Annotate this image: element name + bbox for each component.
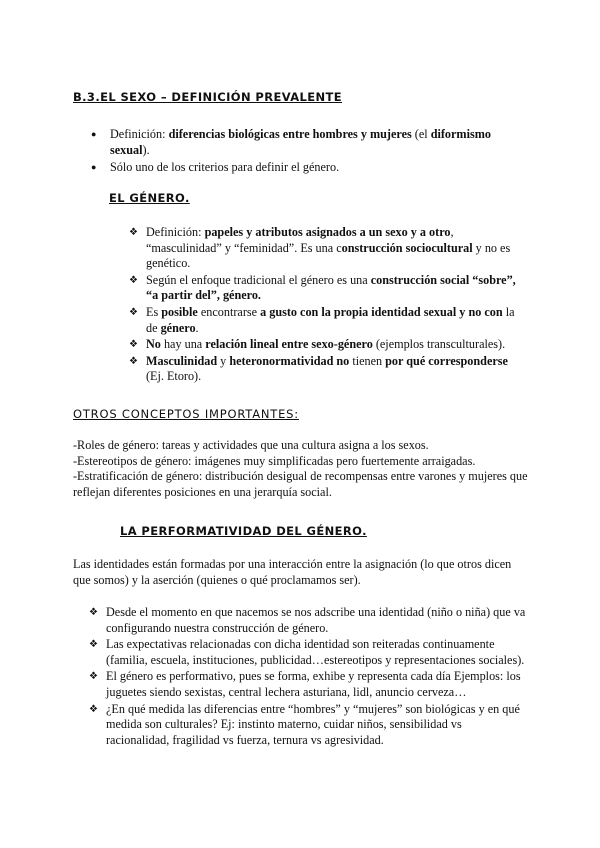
- list-item: ❖ Desde el momento en que nacemos se nos adscribe una identidad (niño o niña) que va configurando nuestra construcción de género.: [89, 605, 526, 635]
- genero-list: [129, 225, 520, 386]
- list-item: ❖ Las expectativas relacionadas con dicha identidad son reiteradas continuamente (familia, escuela, instituciones, publicidad…estereotipos y representaciones sociales).: [89, 637, 525, 667]
- otros-concepts-block: [73, 438, 528, 500]
- diamond-bullet-icon: ❖: [89, 671, 98, 683]
- section-heading-genero: EL GÉNERO.: [109, 191, 190, 205]
- performatividad-intro: Las identidades están formadas por una interacción entre la asignación (lo que otros dicen que somos) y la aserción (quienes o qué proclamamos ser).: [73, 557, 512, 587]
- list-item: ❖ Según el enfoque tradicional el género es una construcción social “sobre”, “a partir del”, género.: [129, 272, 516, 303]
- b3-bullet-list: [0, 127, 518, 178]
- list-item: ● Definición: diferencias biológicas entre hombres y mujeres (el diformismo sexual).: [91, 127, 491, 157]
- diamond-bullet-icon: ❖: [129, 274, 138, 286]
- list-item: ❖ Definición: papeles y atributos asignados a un sexo y a otro, “masculinidad” y “feminidad”. Es una construcción sociocultural y no es genético.: [129, 225, 511, 271]
- concept-line: -Estratificación de género: distribución desigual de recompensas entre varones y mujeres que reflejan diferentes posiciones en una jerarquía social.: [73, 469, 528, 499]
- bullet-dot-icon: ●: [91, 129, 97, 139]
- diamond-bullet-icon: ❖: [129, 306, 138, 318]
- performatividad-list: [89, 605, 526, 749]
- concept-line: -Estereotipos de género: imágenes muy simplificadas pero fuertemente arraigadas.: [73, 453, 476, 468]
- bullet-dot-icon: ●: [91, 162, 97, 173]
- diamond-bullet-icon: ❖: [89, 607, 98, 618]
- list-item: ❖ Masculinidad y heteronormatividad no tienen por qué corresponderse (Ej. Etoro).: [129, 353, 508, 384]
- section-heading-b3: B.3.EL SEXO – DEFINICIÓN PREVALENTE: [73, 90, 343, 104]
- list-item: ❖ Es posible encontrarse a gusto con la propia identidad sexual y no con la de género.: [129, 304, 515, 335]
- diamond-bullet-icon: ❖: [89, 639, 98, 651]
- section-heading-otros: OTROS CONCEPTOS IMPORTANTES:: [73, 407, 299, 421]
- diamond-bullet-icon: ❖: [89, 703, 98, 715]
- list-item: ● Sólo uno de los criterios para definir el género.: [91, 160, 340, 175]
- section-heading-performatividad: LA PERFORMATIVIDAD DEL GÉNERO.: [120, 524, 367, 538]
- list-item: ❖ El género es performativo, pues se forma, exhibe y representa cada día Ejemplos: los juguetes siendo sexistas, central lechera asturiana, lidl, anuncio cerveza…: [89, 669, 521, 699]
- diamond-bullet-icon: ❖: [129, 355, 138, 367]
- diamond-bullet-icon: ❖: [129, 227, 138, 238]
- list-item: ❖ No hay una relación lineal entre sexo-género (ejemplos transculturales).: [129, 337, 506, 352]
- diamond-bullet-icon: ❖: [129, 339, 138, 351]
- list-item: ❖ ¿En qué medida las diferencias entre “hombres” y “mujeres” son biológicas y en qué medida son culturales? Ej: instinto materno, cuidar niños, sensibilidad vs racionalidad, fragilidad vs fuerza, ternura vs agresividad.: [89, 701, 520, 747]
- concept-line: -Roles de género: tareas y actividades que una cultura asigna a los sexos.: [73, 438, 429, 452]
